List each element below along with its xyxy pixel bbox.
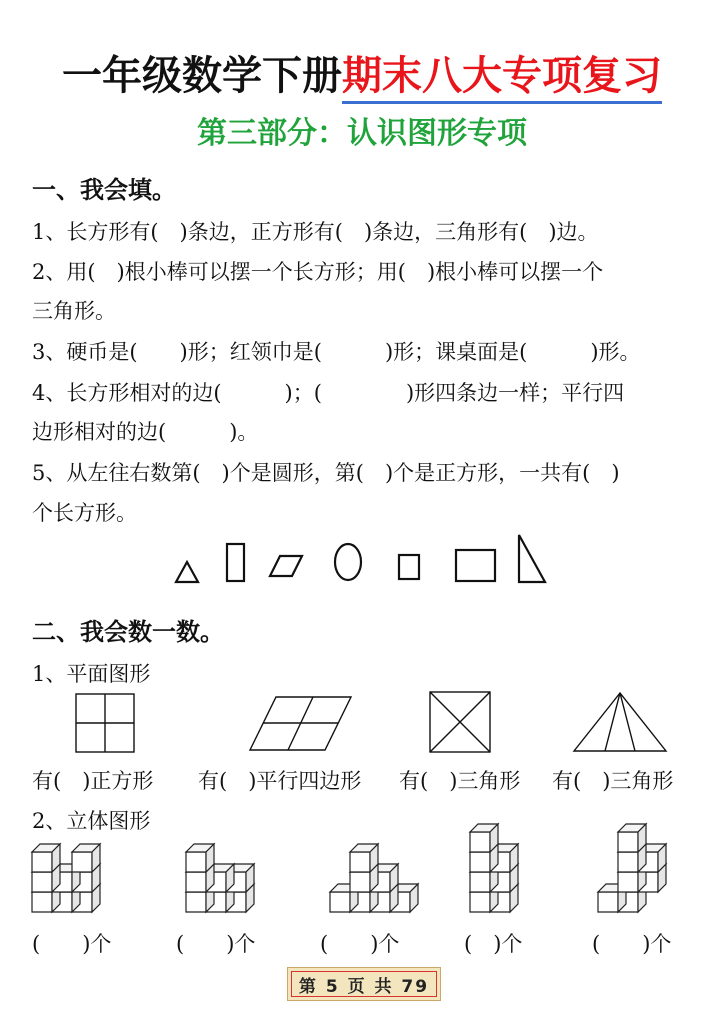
answer-triangles-a: 有( )三角形 (399, 769, 521, 793)
question-line-1: 1、长方形有( )条边，正方形有( )条边，三角形有( )边。 (32, 220, 599, 244)
cube (32, 844, 60, 872)
cube (72, 844, 100, 872)
oval-icon (335, 544, 361, 580)
question-line-5: 5、从左往右数第( )个是圆形，第( )个是正方形，一共有( ) (32, 461, 620, 485)
cube-answer-2: ( )个 (176, 932, 256, 956)
answer-squares: 有( )正方形 (32, 769, 154, 793)
tall-rectangle-icon (227, 544, 244, 581)
part2-label: 2、立体图形 (32, 809, 151, 833)
fan-triangle-figure (572, 690, 668, 754)
page-number-badge (287, 967, 441, 1001)
question-line-4b: 边形相对的边( )。 (32, 420, 259, 444)
question-line-2b: 三角形。 (32, 299, 116, 323)
question-line-5b: 个长方形。 (32, 501, 137, 525)
cube (186, 844, 214, 872)
cube-answer-5: ( )个 (592, 932, 672, 956)
cube-figures (0, 830, 724, 930)
section1-heading: 一、我会填。 (32, 176, 176, 204)
shapes-row (170, 532, 560, 592)
title-highlight: 期末八大专项复习 (342, 53, 662, 104)
answer-parallelograms: 有( )平行四边形 (198, 769, 362, 793)
wide-rectangle-icon (456, 550, 495, 581)
cube-answer-1: ( )个 (32, 932, 112, 956)
question-line-2: 2、用( )根小棒可以摆一个长方形；用( )根小棒可以摆一个 (32, 260, 604, 284)
title-main: 一年级数学下册 (62, 53, 342, 99)
small-square-icon (399, 555, 419, 579)
parallelogram-icon (270, 556, 302, 576)
section2-heading: 二、我会数一数。 (32, 618, 224, 646)
cube-answer-4: ( )个 (464, 932, 523, 956)
page-number: 第 5 页 共 79 (291, 971, 437, 997)
cube (618, 824, 646, 852)
part1-label: 1、平面图形 (32, 662, 151, 686)
right-triangle-icon (519, 535, 545, 582)
question-line-4: 4、长方形相对的边( )；( )形四条边一样；平行四 (32, 381, 625, 405)
parallelogram-grid-figure (248, 694, 354, 752)
question-line-3: 3、硬币是( )形；红领巾是( )形；课桌面是( )形。 (32, 340, 641, 364)
crossed-square-figure (428, 690, 492, 754)
page-subtitle: 第三部分：认识图形专项 (197, 116, 527, 151)
page-title (0, 44, 724, 101)
cube (350, 844, 378, 872)
answer-triangles-b: 有( )三角形 (552, 769, 674, 793)
cube (470, 824, 498, 852)
square-grid-figure (74, 692, 138, 754)
triangle-icon (176, 562, 198, 582)
cube-answer-3: ( )个 (320, 932, 400, 956)
